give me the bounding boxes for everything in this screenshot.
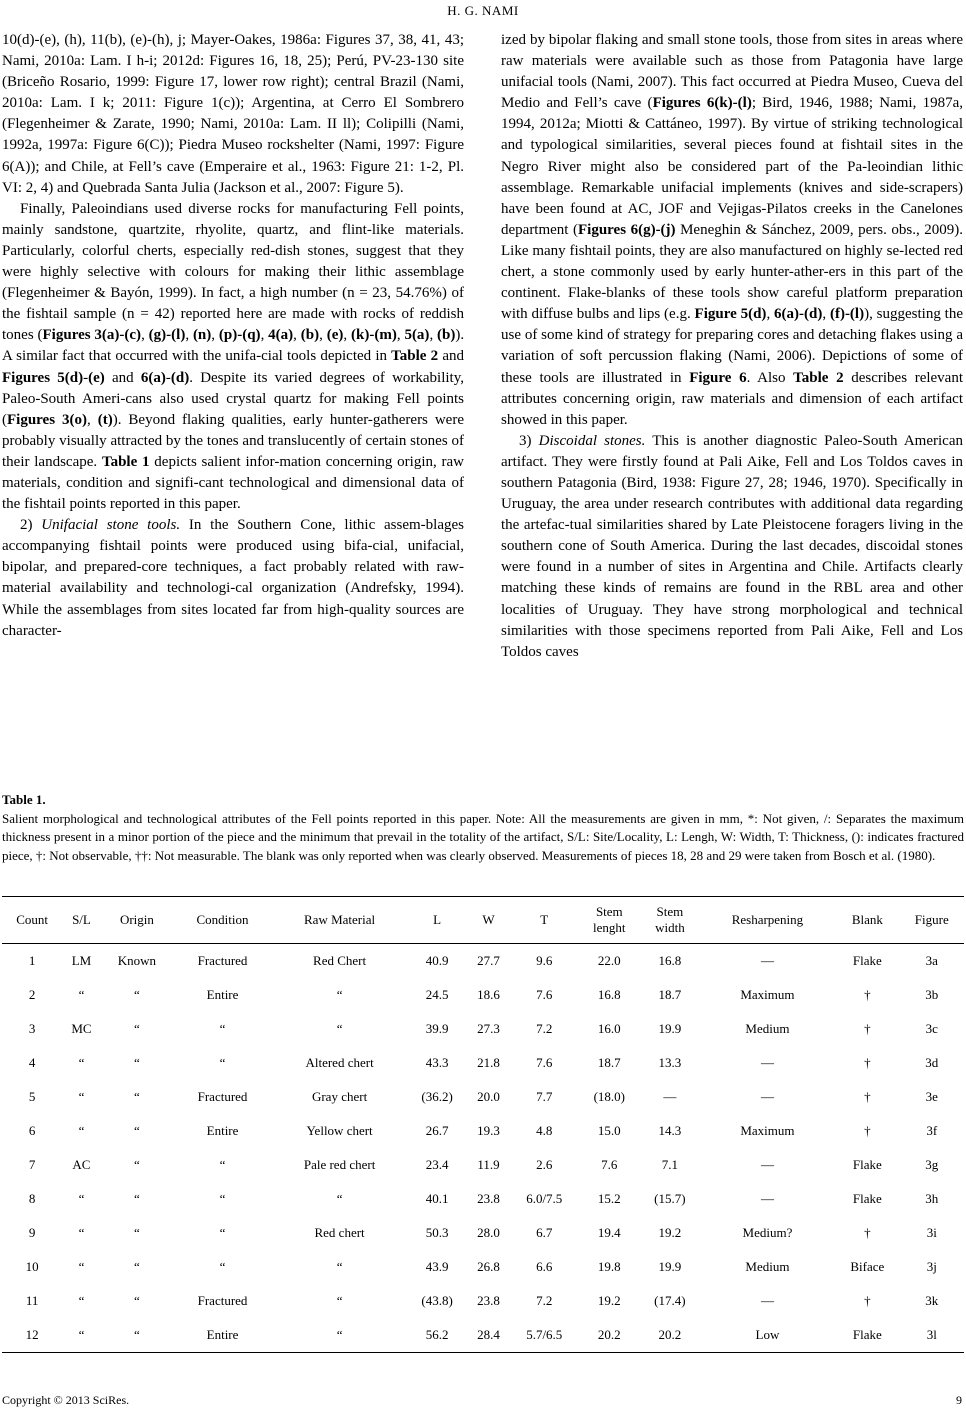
table-cell: 18.7 [658,987,682,1002]
table-cell: “ [78,1089,85,1104]
table-cell: — [760,1157,774,1172]
table-cell: Altered chert [305,1055,374,1070]
table-cell: 8 [28,1191,36,1206]
table-cell: † [864,1293,871,1308]
table-cell: “ [134,1157,140,1172]
paragraph: 2) Unifacial stone tools. In the Southern Cone, lithic assem-blages accompanying fishtail points were produced using bifa-cial, unifacial, bipolar, and prepared-core techniques, a fact probably related with raw-material availability and technologi-cal organization (Andrefsky, 1994). While the assemblages from sites located far from high-quality sources are character- [2,517,464,639]
table-row [2,1148,964,1182]
table-cell: Pale red chert [303,1157,376,1172]
table-header-cell: S/L [72,912,91,927]
table-cell: “ [78,1327,85,1342]
table-cell: † [864,1089,871,1104]
table-cell: 5.7/6.5 [526,1327,563,1342]
table-cell: † [864,1225,871,1240]
table-cell: “ [78,1225,85,1240]
table-cell: “ [134,1123,140,1138]
table-cell: “ [336,1191,343,1206]
table-cell: 3j [926,1259,937,1274]
table-cell: 21.8 [477,1055,500,1070]
table-row [2,1182,964,1216]
paragraph: 10(d)-(e), (h), 11(b), (e)-(h), j; Mayer-Oakes, 1986a: Figures 37, 38, 41, 43; Nami, 2010a: Lam. I h-i; 2012d: Figures 16, 18, 25); Perú, PV-23-130 site (Briceño Rosario, 1999: Figure 17, lower row right); central Brazil (Nami, 2010a: Lam. I k; 2011: Figure 1(c)); Argentina, at Cerro El Sombrero (Flegenheimer & Zarate, 1990; Nami, 2010a: Lam. II ll); Colipilli (Nami, 1992a, 1997a: Figure 6(C)); Piedra Museo rockshelter (Nami, 1997: Figure 6(A)); and Chile, at Fell’s cave (Emperaire et al., 1963: Figure 21: 1-2, Pl. VI: 2, 4) and Quebrada Santa Julia (Jackson et al., 2007: Figure 5). [2,32,464,196]
table-cell: 4 [28,1055,36,1070]
table-header-cell: Origin [119,912,154,927]
table-cell: 20.2 [658,1327,682,1342]
table-caption-text: Salient morphological and technological attributes of the Fell points reported in this paper. Note: All the measurements are given in mm, *: Not given, /: Separates the maximum thickness present in a minor portion of the piece and the minimum that prevail in the totality of the artifact, S/L: Site/Locality, L: Lengh, W: Width, T: Thickness, (): indicates fractured piece, †: Not observable, ††: Not measurable. The blank was only reported when was clearly observed. Measurements of pieces 18, 28 and 29 were taken from Bosch et al. (1980). [2,810,964,863]
table-cell: 28.4 [477,1327,500,1342]
table-cell: 40.9 [425,953,449,968]
table-cell: “ [78,1123,85,1138]
table-cell: “ [134,1225,140,1240]
table-cell: 7.2 [536,1293,553,1308]
table-header-cell: L [433,912,442,927]
table-cell: 27.7 [477,953,500,968]
table-cell: 3e [925,1089,938,1104]
table-cell: 1 [28,953,36,968]
table-cell: 22.0 [597,953,621,968]
table-cell: LM [71,953,92,968]
table-cell: 26.7 [425,1123,449,1138]
table-row [2,1046,964,1080]
table-cell: 43.3 [425,1055,449,1070]
table-header-cell: Stem lenght [593,904,626,935]
table-cell: AC [72,1157,91,1172]
table-header-cell: Figure [914,912,949,927]
table-cell: 39.9 [425,1021,449,1036]
table-cell: 18.6 [477,987,500,1002]
table-cell: 3b [925,987,939,1002]
table-cell: 20.0 [477,1089,500,1104]
table-cell: 6.0/7.5 [526,1191,563,1206]
table-cell: 12 [25,1327,39,1342]
table-cell: 43.9 [425,1259,449,1274]
table-row [2,1080,964,1114]
table-cell: — [760,1055,774,1070]
table-cell: 3a [925,953,938,968]
table-cell: 16.8 [658,953,682,968]
table-row [2,1216,964,1250]
table-cell: 19.9 [658,1021,682,1036]
table-cell: 23.8 [477,1191,500,1206]
table-cell: Medium? [742,1225,793,1240]
table-cell: 3k [925,1293,939,1308]
table-cell: 7.1 [661,1157,679,1172]
table-cell: “ [134,1259,140,1274]
table-cell: 9.6 [536,953,553,968]
table-header-row [2,897,964,944]
table-cell: 5 [28,1089,36,1104]
table-cell: “ [78,1191,85,1206]
table-cell: Low [755,1327,780,1342]
table-cell: 15.0 [597,1123,621,1138]
table-cell: Medium [745,1259,790,1274]
table-cell: 3c [925,1021,938,1036]
table-cell: — [760,1293,774,1308]
table-cell: Entire [206,1327,239,1342]
table-cell: 56.2 [425,1327,449,1342]
table-cell: † [864,1021,871,1036]
table-cell: 7.2 [536,1021,553,1036]
left-column [2,30,464,642]
table-cell: — [760,1191,774,1206]
table-cell: Fractured [197,1089,248,1104]
table-cell: 11 [25,1293,39,1308]
table-cell: 15.2 [597,1191,621,1206]
table-row [2,1250,964,1284]
table-cell: “ [134,1327,140,1342]
table-cell: 4.8 [536,1123,553,1138]
table-header-cell: Blank [851,912,883,927]
table-cell: 13.3 [658,1055,682,1070]
table-cell: 3h [925,1191,939,1206]
table-header-cell: Condition [196,912,249,927]
table-cell: “ [336,1327,343,1342]
table-cell: 3l [926,1327,937,1342]
table-cell: “ [134,1089,140,1104]
right-column [501,30,963,663]
table-cell: MC [71,1021,92,1036]
table-cell: Flake [852,1191,882,1206]
table-cell: 19.9 [658,1259,682,1274]
table-cell: Fractured [197,1293,248,1308]
table-cell: Red Chert [313,953,367,968]
table-cell: “ [134,1293,140,1308]
table-cell: 6.7 [536,1225,553,1240]
table-cell: Entire [206,1123,239,1138]
table-cell: 40.1 [425,1191,449,1206]
table-cell: 18.7 [597,1055,621,1070]
table-cell: 24.5 [425,987,449,1002]
table-cell: 19.3 [477,1123,500,1138]
table-cell: Entire [206,987,239,1002]
table-cell: — [760,953,774,968]
table-cell: Maximum [740,1123,795,1138]
table-cell: 14.3 [658,1123,682,1138]
table-title: Table 1. [2,792,46,807]
table-header-cell: Resharpening [731,912,804,927]
table-cell: † [864,1123,871,1138]
table-cell: 7.6 [536,1055,553,1070]
table-cell: 3f [926,1123,938,1138]
paragraph: ized by bipolar flaking and small stone tools, those from sites in areas where raw materials were available such as those from Patagonia have large unifacial tools (Nami, 2007). This fact occurred at Piedra Museo, Cueva del Medio and Fell’s cave (Figures 6(k)-(l); Bird, 1946, 1988; Nami, 1987a, 1994, 2012a; Miotti & Cattáneo, 1997). By virtue of striking technological and typological similarities, several pieces found at fishtail sites in the Negro River might also be considered part of the Pa-leoindian lithic assemblage. Remarkable unifacial implements (knives and side-scrapers) have been found at AC, JOF and Vejigas-Pilatos creeks in the Canelones department (Figures 6(g)-(j) Meneghin & Sánchez, 2009, pers. obs., 2009). Like many fishtail points, they are also manufactured on highly se-lected red chert, a stone commonly used by early hunter-ather-ers in this part of the continent. Flake-blanks of these tools show careful platform preparation with diffuse bulbs and lips (e.g. Figure 5(d), 6(a)-(d), (f)-(l)), suggesting the use of some kind of strategy for preparing cores and detaching flakes using a variation of soft percussion flaking (Nami, 2006). Depictions of some of these tools are illustrated in Figure 6. Also Table 2 describes relevant attributes concerning origin, raw materials and dimension of each artifact showed in this paper. [501,32,964,428]
paragraph: Finally, Paleoindians used diverse rocks for manufacturing Fell points, mainly sandstone, quartzite, rhyolite, quartz, and flint-like materials. Particularly, colorful cherts, especially red-dish stones, suggest that they were highly selective with colours for making their lithic assemblage (Flegenheimer & Bayón, 1999). In fact, a high number (n = 23, 54.76%) of the fishtail sample (n = 42) reported here are made with rocks of reddish tones (Figures 3(a)-(c), (g)-(l), (n), (p)-(q), 4(a), (b), (e), (k)-(m), 5(a), (b)). A similar fact that occurred with the unifa-cial tools depicted in Table 2 and Figures 5(d)-(e) and 6(a)-(d). Despite its varied degrees of workability, Paleo-South Ameri-cans also used crystal quartz for making Fell points (Figures 3(o), (t)). Beyond flaking qualities, early hunter-gatherers were probably visually attracted by the tones and translucently of certain stones of their landscape. Table 1 depicts salient infor-mation concerning origin, raw materials, condition and signifi-cant technological and dimensional data of the fishtail points reported in this paper. [2,200,465,513]
table-cell: 19.2 [597,1293,621,1308]
table-cell: 19.2 [658,1225,682,1240]
table-cell: “ [336,1021,343,1036]
table-cell: Flake [852,953,882,968]
table-cell: 23.8 [477,1293,500,1308]
table-cell: 3i [926,1225,937,1240]
table-cell: “ [219,1055,226,1070]
table-header-cell: Stem width [655,904,685,935]
table-cell: Biface [850,1259,885,1274]
table-cell: “ [78,987,85,1002]
table-cell: 9 [28,1225,36,1240]
table-cell: 3d [925,1055,939,1070]
table-row [2,1318,964,1353]
table-cell: (18.0) [593,1089,626,1104]
table-cell: “ [219,1191,226,1206]
table-cell: Medium [745,1021,790,1036]
table-cell: “ [336,987,343,1002]
table-cell: 26.8 [477,1259,500,1274]
table-cell: 16.8 [597,987,621,1002]
table-cell: (17.4) [654,1293,686,1308]
table-row [2,978,964,1012]
table-cell: “ [134,987,140,1002]
table-cell: 7.6 [601,1157,618,1172]
table-cell: (36.2) [421,1089,453,1104]
table-cell: † [864,987,871,1002]
table-cell: — [760,1089,774,1104]
table-cell: “ [78,1055,85,1070]
table-cell: “ [78,1259,85,1274]
table-cell: 50.3 [425,1225,449,1240]
table-caption [2,791,964,865]
table-cell: 3 [28,1021,36,1036]
table-cell: Red chert [314,1225,365,1240]
table-cell: 19.8 [597,1259,621,1274]
table-cell: 20.2 [597,1327,621,1342]
table-cell: “ [78,1293,85,1308]
table-cell: 23.4 [425,1157,449,1172]
table-cell: 3g [925,1157,939,1172]
table-cell: “ [219,1259,226,1274]
table-cell: “ [219,1157,226,1172]
table-cell: 6 [28,1123,36,1138]
table-cell: Gray chert [311,1089,368,1104]
table-cell: (15.7) [654,1191,686,1206]
table-cell: “ [336,1259,343,1274]
table-cell: Flake [852,1327,882,1342]
data-table [2,896,964,1353]
table-header-cell: Raw Material [304,912,376,927]
table-row [2,1012,964,1046]
table-container [2,896,964,1353]
table-cell: 10 [25,1259,39,1274]
page-number: 9 [956,1393,962,1407]
table-cell: — [663,1089,677,1104]
table-cell: “ [134,1055,140,1070]
table-cell: Fractured [197,953,248,968]
table-cell: 7 [28,1157,36,1172]
table-cell: “ [219,1021,226,1036]
table-row [2,1284,964,1318]
table-cell: Known [117,953,157,968]
table-cell: Yellow chert [306,1123,373,1138]
table-cell: † [864,1055,871,1070]
table-cell: “ [336,1293,343,1308]
table-cell: 19.4 [597,1225,621,1240]
table-row [2,1114,964,1148]
table-cell: 6.6 [536,1259,553,1274]
table-header-cell: Count [16,912,49,927]
table-header-cell: W [482,912,495,927]
table-cell: 2.6 [536,1157,553,1172]
paragraph: 3) Discoidal stones. This is another diagnostic Paleo-South American artifact. They were firstly found at Pali Aike, Fell and Los Toldos caves in southern Patagonia (Bird, 1938: Figure 27, 28; 1946, 1970). Specifically in Uruguay, the area under research contributes with additional data regarding the artefac-tual similarities shared by Late Pleistocene foragers living in the southern cone of South America. During the last decades, discoidal stones were found in a number of sites in Argentina and Chile. Artifacts clearly matching these kinds of remains are found in the RBL area and other localities of Uruguay. They have strong morphological and technical similarities with those specimens reported from Pali Aike, Fell and Los Toldos caves [501,432,963,660]
table-cell: “ [134,1191,140,1206]
table-cell: 2 [28,987,36,1002]
table-cell: 11.9 [477,1157,500,1172]
table-cell: Maximum [740,987,795,1002]
table-cell: 7.7 [536,1089,553,1104]
table-cell: 16.0 [597,1021,621,1036]
table-cell: 28.0 [477,1225,500,1240]
table-cell: 27.3 [477,1021,500,1036]
table-cell: “ [219,1225,226,1240]
copyright-footer: Copyright © 2013 SciRes. [2,1393,130,1407]
table-cell: “ [134,1021,140,1036]
table-cell: Flake [852,1157,882,1172]
running-header: H. G. NAMI [447,3,519,18]
table-cell: (43.8) [421,1293,453,1308]
table-header-cell: T [540,912,549,927]
table-row [2,944,964,979]
table-body [2,944,964,1353]
table-cell: 7.6 [536,987,553,1002]
